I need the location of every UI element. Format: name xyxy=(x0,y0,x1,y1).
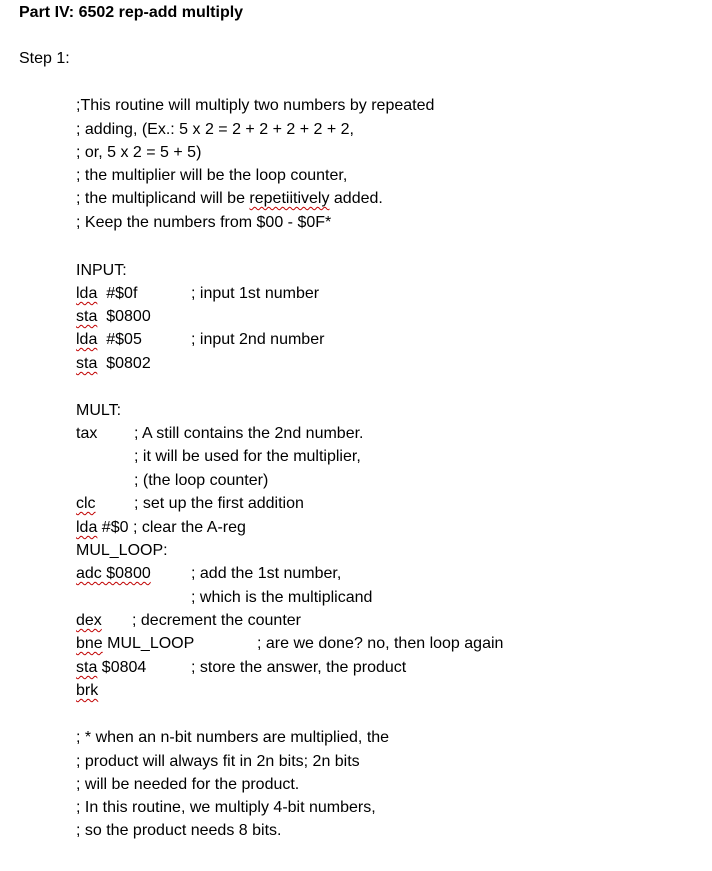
code-comment: ; store the answer, the product xyxy=(191,659,407,676)
comment-line: ; or, 5 x 2 = 5 + 5) xyxy=(76,144,202,161)
comment-line: ; Keep the numbers from $00 - $0F* xyxy=(76,214,332,231)
note-line: ; product will always fit in 2n bits; 2n bits xyxy=(76,753,360,770)
comment-line: ;This routine will multiply two numbers by repeated xyxy=(76,97,435,114)
note-line: ; will be needed for the product. xyxy=(76,776,300,793)
loop-label: MUL_LOOP: xyxy=(76,542,168,559)
input-label: INPUT: xyxy=(76,262,127,279)
code-comment: ; (the loop counter) xyxy=(134,472,269,489)
note-line: ; * when an n-bit numbers are multiplied, the xyxy=(76,729,390,746)
code-comment: ; A still contains the 2nd number. xyxy=(134,425,364,442)
code-line: tax xyxy=(76,425,98,442)
code-comment: ; input 2nd number xyxy=(191,331,325,348)
comment-line: ; adding, (Ex.: 5 x 2 = 2 + 2 + 2 + 2 + 2, xyxy=(76,121,354,138)
code-comment: ; input 1st number xyxy=(191,285,320,302)
code-line: lda #$0 ; clear the A-reg xyxy=(76,519,246,536)
code-comment: ; add the 1st number, xyxy=(191,565,342,582)
code-line: sta $0804 xyxy=(76,659,147,676)
code-comment: ; set up the first addition xyxy=(134,495,304,512)
code-comment: ; decrement the counter xyxy=(132,612,301,629)
code-line: lda #$05 xyxy=(76,331,142,348)
mult-label: MULT: xyxy=(76,402,122,419)
comment-line: ; the multiplier will be the loop counter, xyxy=(76,167,348,184)
code-line: dex xyxy=(76,612,102,629)
note-line: ; so the product needs 8 bits. xyxy=(76,822,282,839)
code-line: sta $0800 xyxy=(76,308,151,325)
code-comment: ; are we done? no, then loop again xyxy=(257,635,504,652)
note-line: ; In this routine, we multiply 4-bit numbers, xyxy=(76,799,376,816)
code-line: adc $0800 xyxy=(76,565,151,582)
code-comment: ; which is the multiplicand xyxy=(191,589,373,606)
step-label: Step 1: xyxy=(19,50,70,67)
page-title: Part IV: 6502 rep-add multiply xyxy=(19,4,244,21)
comment-line: ; the multiplicand will be repetiitively added. xyxy=(76,190,383,207)
code-line: brk xyxy=(76,682,99,699)
code-line: clc xyxy=(76,495,96,512)
code-line: lda #$0f xyxy=(76,285,138,302)
code-comment: ; it will be used for the multiplier, xyxy=(134,448,361,465)
code-line: bne MUL_LOOP xyxy=(76,635,195,652)
code-line: sta $0802 xyxy=(76,355,151,372)
misspelled-word: repetiitively xyxy=(249,190,330,207)
